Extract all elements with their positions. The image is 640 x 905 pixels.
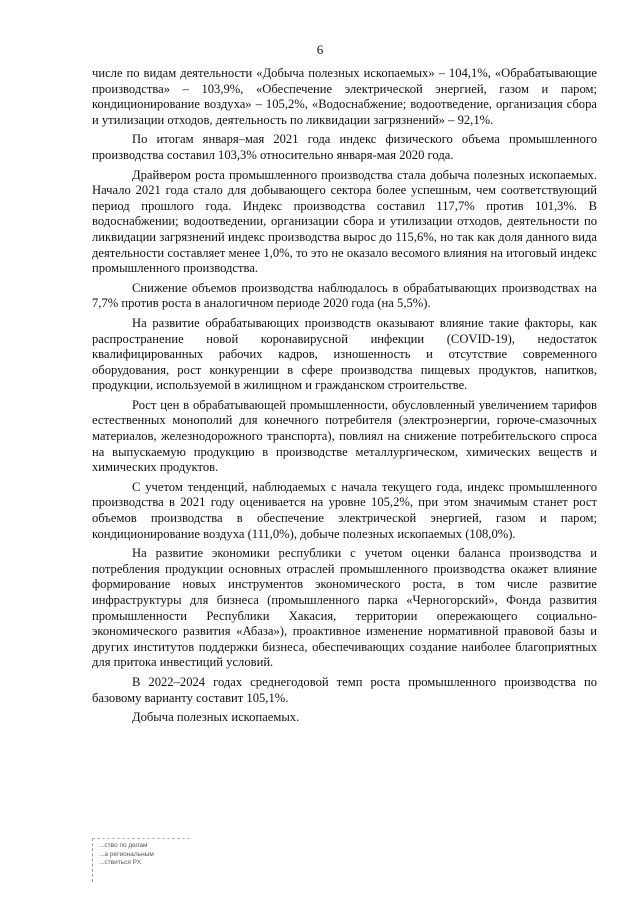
document-body [92,66,597,726]
stamp-line: ...ство по делам [99,842,148,849]
stamp-line: ...ствиться РХ [99,859,142,867]
page-number: 6 [316,42,324,57]
paragraph-jan-may-index: По итогам января–мая 2021 года индекс физического объема промышленного производства составил 103,3% относительно января-мая 2020 года. [92,132,597,162]
paragraph-price-growth: Рост цен в обрабатывающей промышленности, обусловленный увеличением тарифов естественных монополий для конечного потребителя (электроэнергии, горюче-смазочных материалов, железнодорожного транспорта), повлиял на снижение потребительского спроса на выпускаемую продукцию в производстве металлургическом, химических веществ и химических продуктов. [92,397,597,475]
paragraph-sector-indices: числе по видам деятельности «Добыча полезных ископаемых» – 104,1%, «Обрабатывающие производства» – 103,9%, «Обеспечение электрической энергией, газом и паром; кондиционирование воздуха» – 105,2%, «Водоснабжение; водоотведение, организация сбора и утилизации отходов, деятельность по ликвидации загрязнений» – 92,1%. [92,66,597,127]
paragraph-mining-heading: Добыча полезных ископаемых. [132,710,300,725]
stamp-line: ...а региональным [99,850,154,858]
paragraph-mining-driver: Драйвером роста промышленного производства стала добыча полезных ископаемых. Начало 2021 года стало для добывающего сектора более успешным, чем соответствующий период прошлого года. Индекс производства составил 117,7% против 101,3%. В водоснабжении; водоотведении, организации сбора и утилизации отходов, деятельности по ликвидации загрязнений индекс производства вырос до 115,6%, но так как доля данного вида деятельности составляет менее 1,0%, то это не оказало весомого влияния на итоговый индекс промышленного производства. [92,167,597,276]
paragraph-2022-2024-growth: В 2022–2024 годах среднегодовой темп роста промышленного производства по базовому варианту составит 105,1%. [92,674,597,705]
paragraph-2021-forecast: С учетом тенденций, наблюдаемых с начала текущего года, индекс промышленного производства в 2021 году оценивается на уровне 105,2%, при этом значимым станет рост объемов производства в обеспечение электрической энергией, газом и паром; кондиционирование воздуха (111,0%), добыче полезных ископаемых (108,0%). [92,479,597,541]
paragraph-manufacturing-factors: На развитие обрабатывающих производств оказывают влияние такие факторы, как распространение новой коронавирусной инфекции (COVID-19), недостаток квалифицированных рабочих кадров, изношенность и отсутствие современного оборудования, рост конкуренции в сфере производства пищевых продуктов, напитков, продукции, используемой в жилищном и гражданском строительстве. [92,315,597,393]
paragraph-economic-development: На развитие экономики республики с учетом оценки баланса производства и потребления продукции основных отраслей промышленного производства окажет влияние формирование новых инструментов экономического роста, в том числе развитие инфраструктуры для бизнеса (промышленного парка «Черногорский», Фонда развития промышленности Республики Хакасия, территории опережающего социально-экономического развития «Абаза»), проактивное изменение нормативной правовой базы и других институтов поддержки бизнеса, обеспечивающих создание наиболее благоприятных для притока инвестиций условий. [92,546,597,670]
registration-stamp [92,838,190,882]
paragraph-manufacturing-decline: Снижение объемов производства наблюдалось в обрабатывающих производствах на 7,7% против роста в аналогичном периоде 2020 года (на 5,5%). [92,280,597,311]
